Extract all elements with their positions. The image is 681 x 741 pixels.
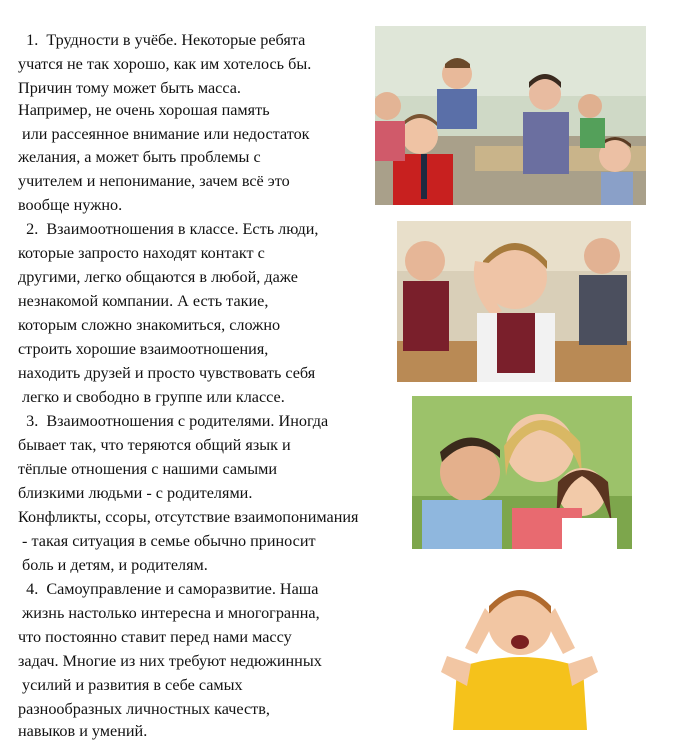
section-2-line-8: легко и свободно в группе или классе. — [18, 388, 285, 406]
section-1-line-5: или рассеянное внимание или недостаток — [18, 125, 310, 143]
section-1-line-3: Причин тому может быть масса. — [18, 79, 241, 97]
section-2-line-3: другими, легко общаются в любой, даже — [18, 268, 298, 286]
section-3-line-6: - такая ситуация в семье обычно приносит — [18, 532, 316, 550]
section-1-line-6: желания, а может быть проблемы с — [18, 148, 261, 166]
section-3-line-3: тёплые отношения с нашими самыми — [18, 460, 278, 478]
section-2-line-5: которым сложно знакомиться, сложно — [18, 316, 281, 334]
section-4-line-4: задач. Многие из них требуют недюжинных — [18, 652, 322, 670]
section-2-line-6: строить хорошие взаимоотношения, — [18, 340, 269, 358]
section-1-line-7: учителем и непонимание, зачем всё это — [18, 172, 290, 190]
sad-boy-photo — [397, 221, 631, 382]
section-3-line-5: Конфликты, ссоры, отсутствие взаимопонимания — [18, 508, 359, 526]
section-2-line-1: 2. Взаимоотношения в классе. Есть люди, — [18, 220, 319, 238]
section-3-line-1: 3. Взаимоотношения с родителями. Иногда — [18, 412, 329, 430]
boy-yellow-shirt-photo — [437, 568, 602, 730]
section-4-line-5: усилий и развития в себе самых — [18, 676, 243, 694]
section-1-line-2: учатся не так хорошо, как им хотелось бы. — [18, 55, 312, 73]
section-2-line-2: которые запросто находят контакт с — [18, 244, 265, 262]
family-photo — [412, 396, 632, 549]
section-2-line-4: незнакомой компании. А есть такие, — [18, 292, 269, 310]
classroom-photo — [375, 26, 646, 205]
section-4-line-6: разнообразных личностных качеств, — [18, 700, 270, 718]
section-3-line-2: бывает так, что теряются общий язык и — [18, 436, 291, 454]
section-3-line-4: близкими людьми - с родителями. — [18, 484, 253, 502]
section-3-line-7: боль и детям, и родителям. — [18, 556, 208, 574]
section-4-line-7: навыков и умений. — [18, 722, 148, 740]
section-2-line-7: находить друзей и просто чувствовать себя — [18, 364, 316, 382]
section-1-line-8: вообще нужно. — [18, 196, 123, 214]
section-4-line-3: что постоянно ставит перед нами массу — [18, 628, 292, 646]
section-1-line-1: 1. Трудности в учёбе. Некоторые ребята — [18, 31, 306, 49]
section-4-line-2: жизнь настолько интересна и многогранна, — [18, 604, 320, 622]
section-4-line-1: 4. Самоуправление и саморазвитие. Наша — [18, 580, 319, 598]
section-1-line-4: Например, не очень хорошая память — [18, 101, 270, 119]
